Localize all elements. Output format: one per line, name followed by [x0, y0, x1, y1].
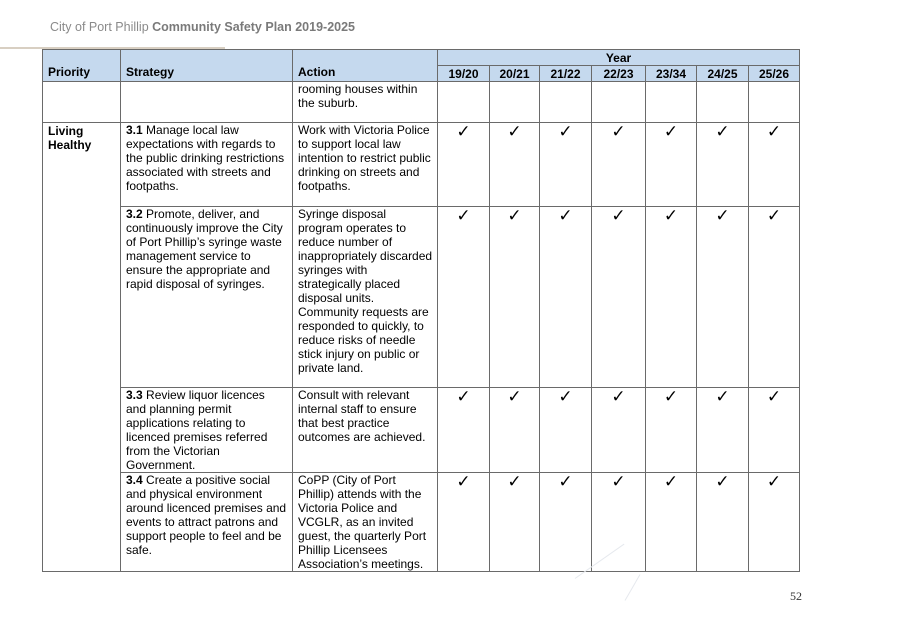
strategy-number: 3.2 [126, 207, 143, 221]
year-column-header: 23/34 [646, 66, 697, 82]
checkmark-icon: ✓ [490, 473, 540, 572]
checkmark-icon: ✓ [697, 207, 749, 388]
year-cell [749, 82, 800, 123]
strategy-text: Create a positive social and physical environment around licenced premises and events to attract patrons and support people to feel and be safe. [126, 473, 287, 557]
priority-header: Priority [43, 50, 121, 82]
checkmark-icon: ✓ [697, 473, 749, 572]
year-cell [592, 82, 646, 123]
org-name: City of Port Phillip [50, 20, 149, 34]
checkmark-icon: ✓ [438, 207, 490, 388]
priority-cell [43, 82, 121, 123]
checkmark-icon: ✓ [540, 473, 592, 572]
safety-plan-table [42, 49, 800, 572]
checkmark-icon: ✓ [749, 207, 800, 388]
checkmark-icon: ✓ [697, 123, 749, 207]
table-row [43, 473, 800, 572]
checkmark-icon: ✓ [592, 123, 646, 207]
year-column-header: 22/23 [592, 66, 646, 82]
checkmark-icon: ✓ [540, 388, 592, 473]
checkmark-icon: ✓ [490, 207, 540, 388]
strategy-header: Strategy [121, 50, 293, 82]
checkmark-icon: ✓ [438, 473, 490, 572]
action-cell: CoPP (City of Port Phillip) attends with the Victoria Police and VCGLR, as an invited guest, the quarterly Port Phillip Licensees Association’s meetings. [293, 473, 438, 572]
year-cell [697, 82, 749, 123]
table-row [43, 82, 800, 123]
strategy-cell [121, 207, 293, 388]
checkmark-icon: ✓ [749, 388, 800, 473]
checkmark-icon: ✓ [749, 473, 800, 572]
strategy-cell [121, 123, 293, 207]
checkmark-icon: ✓ [592, 207, 646, 388]
checkmark-icon: ✓ [646, 473, 697, 572]
table-row [43, 388, 800, 473]
checkmark-icon: ✓ [592, 473, 646, 572]
year-header: Year [438, 50, 800, 66]
year-column-header: 25/26 [749, 66, 800, 82]
checkmark-icon: ✓ [697, 388, 749, 473]
action-cell: Consult with relevant internal staff to ensure that best practice outcomes are achieved. [293, 388, 438, 473]
year-cell [540, 82, 592, 123]
strategy-cell [121, 388, 293, 473]
strategy-cell [121, 473, 293, 572]
checkmark-icon: ✓ [438, 388, 490, 473]
strategy-number: 3.1 [126, 123, 143, 137]
checkmark-icon: ✓ [540, 207, 592, 388]
strategy-cell [121, 82, 293, 123]
checkmark-icon: ✓ [592, 388, 646, 473]
checkmark-icon: ✓ [646, 388, 697, 473]
checkmark-icon: ✓ [438, 123, 490, 207]
strategy-text: Review liquor licences and planning permit applications relating to licenced premises referred from the Victorian Government. [126, 388, 268, 472]
table-row [43, 207, 800, 388]
strategy-number: 3.4 [126, 473, 143, 487]
action-cell: Work with Victoria Police to support local law intention to restrict public drinking on streets and footpaths. [293, 123, 438, 207]
year-cell [438, 82, 490, 123]
checkmark-icon: ✓ [490, 388, 540, 473]
year-column-header: 19/20 [438, 66, 490, 82]
priority-cell: Living Healthy [43, 123, 121, 572]
year-cell [646, 82, 697, 123]
strategy-number: 3.3 [126, 388, 143, 402]
year-cell [490, 82, 540, 123]
action-header: Action [293, 50, 438, 82]
decorative-line [625, 574, 641, 600]
year-column-header: 20/21 [490, 66, 540, 82]
action-cell: Syringe disposal program operates to reduce number of inappropriately discarded syringes with strategically placed disposal units. Community requests are responded to quickly, to reduce risks of needle stick injury on public or private land. [293, 207, 438, 388]
document-title: Community Safety Plan 2019-2025 [152, 20, 356, 34]
checkmark-icon: ✓ [646, 207, 697, 388]
strategy-text: Promote, deliver, and continuously improve the City of Port Phillip’s syringe waste management service to ensure the appropriate and rapid disposal of syringes. [126, 207, 283, 291]
table-row [43, 123, 800, 207]
year-column-header: 24/25 [697, 66, 749, 82]
checkmark-icon: ✓ [540, 123, 592, 207]
checkmark-icon: ✓ [490, 123, 540, 207]
checkmark-icon: ✓ [646, 123, 697, 207]
document-header [50, 20, 355, 34]
page-number: 52 [790, 589, 802, 603]
action-cell: rooming houses within the suburb. [293, 82, 438, 123]
year-column-header: 21/22 [540, 66, 592, 82]
checkmark-icon: ✓ [749, 123, 800, 207]
strategy-text: Manage local law expectations with regards to the public drinking restrictions associated with streets and footpaths. [126, 123, 285, 193]
